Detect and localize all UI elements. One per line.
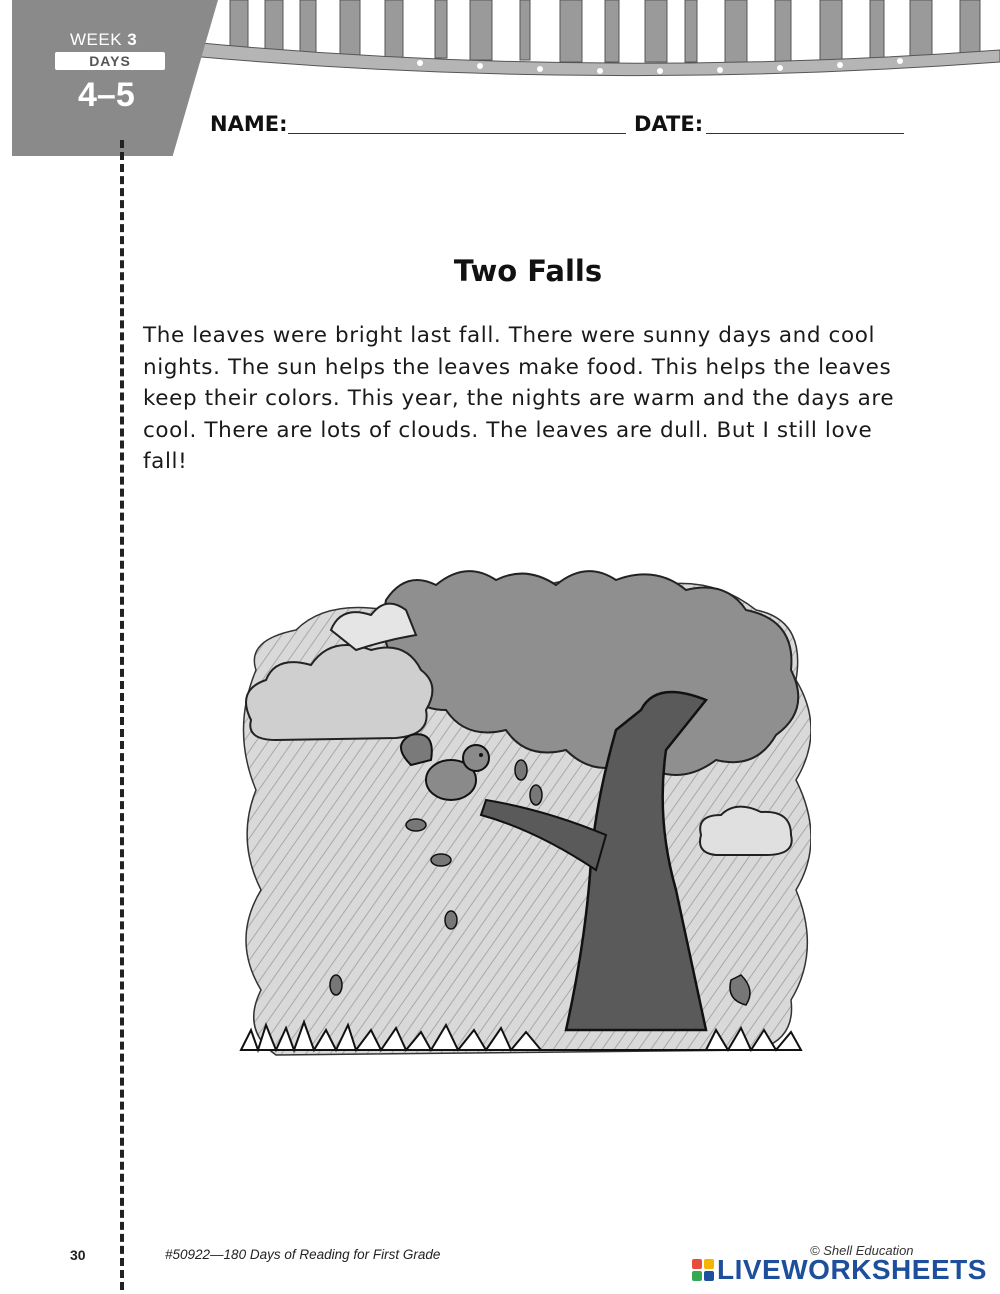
name-label: NAME: (210, 112, 288, 136)
week-prefix: WEEK (70, 30, 123, 49)
logo-text: LIVEWORKSHEETS (717, 1254, 987, 1285)
liveworksheets-logo[interactable] (692, 1255, 987, 1285)
cloud-icon (246, 604, 432, 740)
days-label: DAYS (55, 52, 165, 70)
name-field[interactable] (288, 133, 626, 134)
copyright-notice: © Shell Education (810, 1243, 914, 1258)
reading-passage: The leaves were bright last fall. There were sunny days and cool nights. The sun helps the leaves make food. This helps the leaves keep their colors. This year, the nights are warm and the days are cool. There are lots of clouds. The leaves are dull. But I still love fall! (143, 323, 895, 474)
book-reference: #50922—180 Days of Reading for First Grade (165, 1247, 441, 1262)
fall-tree-illustration (236, 560, 811, 1080)
date-label: DATE: (634, 112, 704, 136)
page-number: 30 (70, 1247, 86, 1263)
fence-decoration (190, 0, 1000, 85)
day-range: 4–5 (78, 76, 135, 114)
logo-blocks-icon (692, 1259, 714, 1281)
date-field[interactable] (706, 133, 904, 134)
worksheet-title: Two Falls (453, 254, 603, 288)
week-number: 3 (127, 30, 138, 49)
margin-divider (120, 140, 124, 1290)
week-label (70, 30, 170, 50)
